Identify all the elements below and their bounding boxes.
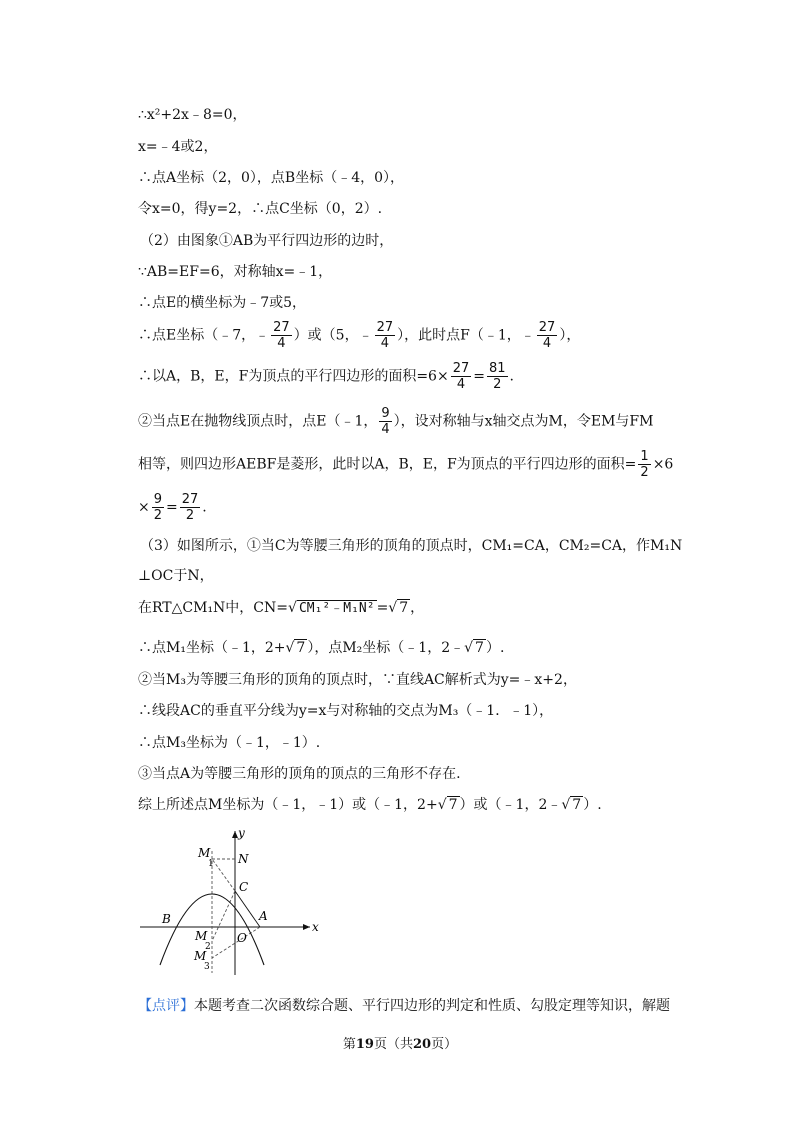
fraction-81-2 xyxy=(487,361,508,392)
segment-cm2 xyxy=(212,891,235,941)
line-11-a: 相等，则四边形AEBF是菱形，此时以A，B，E，F为顶点的平行四边形的面积= xyxy=(138,456,637,473)
footer-page: 19 xyxy=(355,1037,374,1052)
fraction-9-4 xyxy=(379,406,391,437)
line-18: ∴线段AC的垂直平分线为y=x与对称轴的交点为M₃（﹣1．﹣1）， xyxy=(138,703,554,719)
parabola-curve xyxy=(160,894,264,965)
line-12-b: = xyxy=(166,499,178,516)
sqrt-radicand: 7 xyxy=(572,797,582,813)
fraction-den: 4 xyxy=(542,336,552,351)
label-x: x xyxy=(312,920,319,934)
label-m2-sub: 2 xyxy=(205,942,211,952)
label-n: N xyxy=(238,852,249,866)
fraction-27-4-d xyxy=(451,361,472,392)
line-11-b: ×6 xyxy=(652,456,674,473)
line-12-c: . xyxy=(202,499,207,516)
page-footer xyxy=(0,1033,800,1052)
line-9-c: . xyxy=(509,368,514,385)
label-y: y xyxy=(238,826,245,840)
sqrt-7: √ 7 xyxy=(285,640,306,656)
label-m3-sub: 3 xyxy=(204,962,210,972)
fraction-num: 9 xyxy=(381,406,390,421)
sqrt-radicand: CM₁²﹣M₁N² xyxy=(298,601,375,616)
parabola-figure xyxy=(138,823,338,983)
fraction-den: 2 xyxy=(185,508,195,523)
segment-ac xyxy=(235,891,260,927)
line-8-a: ∴点E坐标（﹣7，﹣ xyxy=(138,327,270,344)
sqrt-7: √ 7 xyxy=(561,797,582,813)
line-1: ∴x²+2x﹣8=0， xyxy=(138,107,247,123)
fraction-27-4-b xyxy=(375,320,396,351)
line-16-e: ）. xyxy=(485,640,505,656)
fraction-num: 1 xyxy=(640,449,649,464)
line-20: ③当点A为等腰三角形的顶角的顶点的三角形不存在. xyxy=(138,766,461,782)
line-12-a: × xyxy=(138,499,150,516)
line-16 xyxy=(138,638,504,658)
comment-line xyxy=(138,996,670,1016)
x-axis-arrow xyxy=(303,924,310,930)
label-m3: M xyxy=(194,949,207,963)
line-21-e: ）. xyxy=(583,797,602,813)
sqrt-7: √ 7 xyxy=(464,640,484,656)
line-8-b: ）或（5，﹣ xyxy=(293,327,373,344)
label-m1-sub: 1 xyxy=(208,859,214,869)
line-15 xyxy=(138,596,424,621)
fraction-den: 2 xyxy=(153,508,163,523)
line-2: x=﹣4或2， xyxy=(138,139,218,155)
label-c: C xyxy=(239,880,249,894)
fraction-den: 2 xyxy=(493,377,502,392)
fraction-den: 4 xyxy=(381,422,390,437)
comment-tag: 【点评】 xyxy=(138,998,194,1014)
line-21-c: ）或（﹣1，2﹣ xyxy=(459,797,562,813)
line-9 xyxy=(138,361,514,392)
fraction-num: 27 xyxy=(181,492,199,507)
line-5: （2）由图象①AB为平行四边形的边时， xyxy=(140,233,394,249)
line-15-a: 在RT△CM₁N中，CN= xyxy=(138,600,289,616)
label-o: O xyxy=(237,931,247,945)
line-14: ⊥OC于N， xyxy=(138,568,214,584)
comment-text: 本题考查二次函数综合题、平行四边形的判定和性质、勾股定理等知识，解题 xyxy=(194,998,670,1014)
line-17: ②当M₃为等腰三角形的顶角的顶点时，∵直线AC解析式为y=﹣x+2， xyxy=(138,672,577,688)
fraction-27-2 xyxy=(180,492,201,523)
fraction-num: 27 xyxy=(273,320,290,335)
line-21-a: 综上所述点M坐标为（﹣1，﹣1）或（﹣1，2+ xyxy=(138,797,438,813)
fraction-den: 4 xyxy=(277,336,286,351)
fraction-den: 4 xyxy=(380,336,390,351)
line-10-b: ），设对称轴与x轴交点为M，令EM与FM xyxy=(393,413,654,430)
line-4: 令x=0，得y=2，∴点C坐标（0，2）. xyxy=(138,201,383,217)
sqrt-radicand: 7 xyxy=(399,600,409,616)
line-15-c: = xyxy=(376,600,389,616)
footer-pre: 第 xyxy=(342,1037,356,1052)
label-m1: M xyxy=(198,846,211,860)
fraction-den: 4 xyxy=(456,377,466,392)
fraction-num: 27 xyxy=(452,361,470,376)
segment-am3 xyxy=(212,927,260,958)
fraction-num: 27 xyxy=(538,320,556,335)
line-8 xyxy=(138,320,580,351)
fraction-num: 27 xyxy=(376,320,394,335)
fraction-1-2 xyxy=(638,449,650,480)
line-6: ∵AB=EF=6，对称轴x=﹣1， xyxy=(138,264,333,280)
line-15-e: ， xyxy=(410,600,425,616)
fraction-num: 9 xyxy=(153,492,163,507)
fraction-den: 2 xyxy=(640,465,649,480)
sqrt-expression: √ CM₁²﹣M₁N² xyxy=(288,600,375,616)
sqrt-7: √ 7 xyxy=(437,797,458,813)
line-9-b: = xyxy=(473,368,485,385)
line-8-c: ），此时点F（﹣1，﹣ xyxy=(397,327,535,344)
line-11 xyxy=(138,449,673,480)
footer-mid: 页（共 xyxy=(373,1037,413,1052)
line-10-a: ②当点E在抛物线顶点时，点E（﹣1， xyxy=(138,413,378,430)
sqrt-radicand: 7 xyxy=(296,640,306,656)
sqrt-7: √ 7 xyxy=(388,600,409,616)
label-b: B xyxy=(162,912,171,926)
fraction-27-4-a xyxy=(271,320,292,351)
line-7: ∴点E的横坐标为﹣7或5， xyxy=(138,295,307,311)
line-3: ∴点A坐标（2，0），点B坐标（﹣4，0）， xyxy=(138,170,405,186)
fraction-num: 81 xyxy=(488,361,506,376)
footer-total: 20 xyxy=(413,1037,432,1052)
label-m2: M xyxy=(195,929,208,943)
line-8-d: ）， xyxy=(559,327,581,344)
line-10 xyxy=(138,406,653,437)
line-13: （3）如图所示，①当C为等腰三角形的顶角的顶点时，CM₁=CA，CM₂=CA，作M₁N xyxy=(140,538,683,554)
line-12 xyxy=(138,492,207,523)
segment-cm1 xyxy=(212,859,235,891)
sqrt-radicand: 7 xyxy=(448,797,458,813)
label-a: A xyxy=(259,909,268,923)
line-16-a: ∴点M₁坐标（﹣1，2+ xyxy=(138,640,286,656)
footer-post: 页） xyxy=(431,1037,458,1052)
line-9-a: ∴以A，B，E，F为顶点的平行四边形的面积=6× xyxy=(138,368,449,385)
fraction-9-2 xyxy=(152,492,164,523)
line-21 xyxy=(138,795,602,815)
fraction-27-4-c xyxy=(537,320,558,351)
sqrt-radicand: 7 xyxy=(475,640,484,656)
line-19: ∴点M₃坐标为（﹣1，﹣1）. xyxy=(138,735,321,751)
line-16-c: ），点M₂坐标（﹣1，2﹣ xyxy=(307,640,465,656)
